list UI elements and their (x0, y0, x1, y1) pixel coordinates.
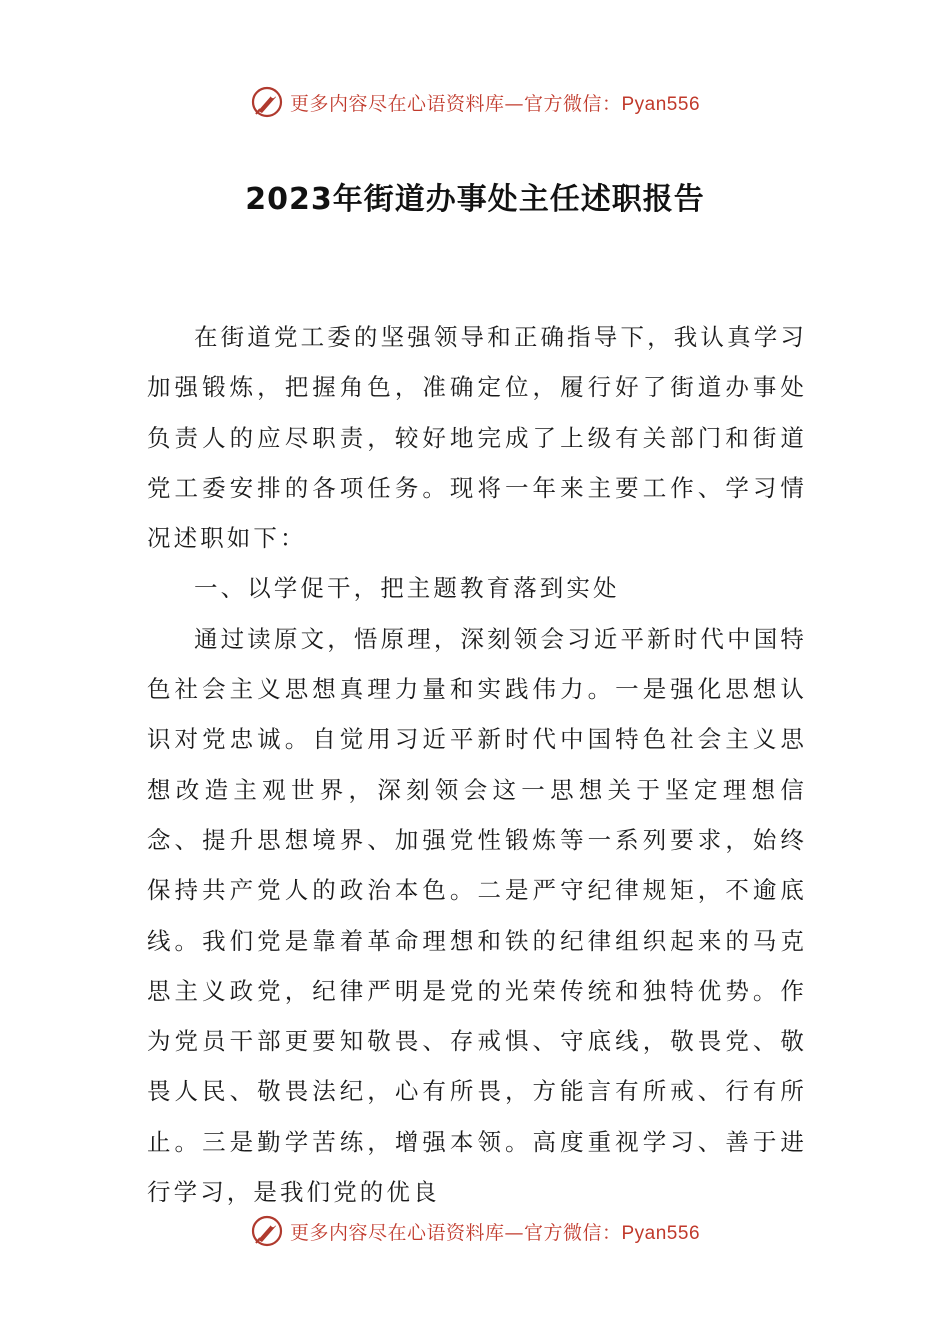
pen-nib-circle-icon (250, 1214, 284, 1248)
watermark-separator: — (504, 92, 524, 115)
header-watermark (0, 82, 950, 122)
watermark-wechat-id: Pyan556 (621, 1222, 701, 1244)
document-body (147, 312, 807, 1217)
pen-nib-circle-icon (250, 85, 284, 119)
footer-watermark (0, 1211, 950, 1251)
paragraph-intro: 在街道党工委的坚强领导和正确指导下，我认真学习加强锻炼，把握角色，准确定位，履行好了街道办事处负责人的应尽职责，较好地完成了上级有关部门和街道党工委安排的各项任务。现将一年来主要工作、学习情况述职如下： (147, 323, 807, 553)
watermark-wechat-label: 官方微信： (523, 92, 622, 115)
watermark-wechat-id: Pyan556 (621, 93, 701, 115)
watermark-site: 更多内容尽在心语资料库 (289, 92, 505, 115)
watermark-site: 更多内容尽在心语资料库 (289, 1221, 505, 1244)
document-title: 2023年街道办事处主任述职报告 (245, 182, 705, 217)
watermark-text (290, 1218, 700, 1245)
section-heading-1: 一、以学促干，把主题教育落到实处 (194, 574, 620, 603)
paragraph-section-1: 通过读原文，悟原理，深刻领会习近平新时代中国特色社会主义思想真理力量和实践伟力。一是强化思想认识对党忠诚。自觉用习近平新时代中国特色社会主义思想改造主观世界，深刻领会这一思想关于坚定理想信念、提升思想境界、加强党性锻炼等一系列要求，始终保持共产党人的政治本色。二是严守纪律规矩，不逾底线。我们党是靠着革命理想和铁的纪律组织起来的马克思主义政党，纪律严明是党的光荣传统和独特优势。作为党员干部更要知敬畏、存戒惧、守底线，敬畏党、敬畏人民、敬畏法纪，心有所畏，方能言有所戒、行有所止。三是勤学苦练，增强本领。高度重视学习、善于进行学习，是我们党的优良 (147, 624, 807, 1207)
watermark-text (290, 89, 700, 116)
watermark-separator: — (504, 1221, 524, 1244)
watermark-wechat-label: 官方微信： (523, 1221, 622, 1244)
